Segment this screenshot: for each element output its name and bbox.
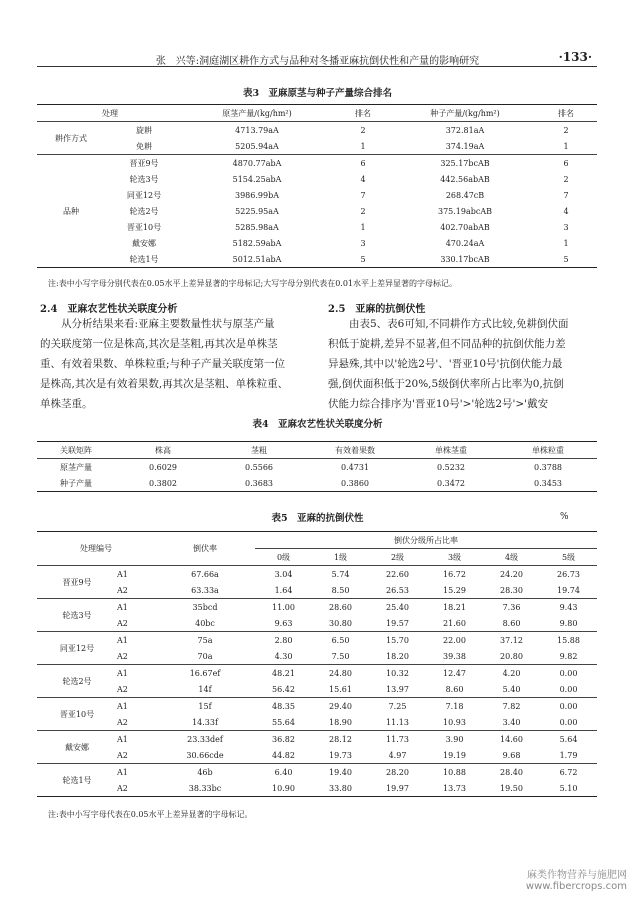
t3-cell: 1 — [563, 238, 569, 248]
t5-rate: 38.33bc — [188, 783, 222, 793]
table3-caption: 表3 亚麻原茎与种子产量综合排名 — [242, 88, 393, 99]
t5-variety-name: 戴安娜 — [65, 742, 89, 752]
t5-level-value: 1.79 — [559, 750, 578, 760]
t5-level-value: 2.80 — [274, 635, 293, 645]
t5-level-cell: 5级 — [561, 552, 576, 562]
t5-level-value: 44.82 — [272, 750, 295, 760]
t5-rate: 67.66a — [191, 569, 219, 579]
t5-level-value: 4.30 — [274, 651, 293, 661]
paragraph-line: 的关联度第一位是株高,其次是茎粗,再其次是单株茎 — [40, 338, 278, 350]
t5-level-cell: 0级 — [276, 552, 291, 562]
t5-level-value: 33.80 — [329, 783, 352, 793]
t5-level-value: 16.72 — [443, 569, 466, 579]
t5-level-value: 3.40 — [502, 717, 521, 727]
t5-level-value: 10.32 — [386, 668, 409, 678]
t3-cell: 2 — [360, 125, 366, 135]
t3-cell: 1 — [360, 222, 366, 232]
t5-level-value: 11.13 — [386, 717, 409, 727]
t5-level-value: 28.40 — [500, 767, 523, 777]
t5-level-value: 24.20 — [500, 569, 523, 579]
t3-cell: 7 — [360, 190, 366, 200]
t5-treatment: A1 — [117, 569, 128, 579]
t4-cell: 种子产量 — [60, 478, 92, 488]
table-row — [37, 615, 597, 632]
t5-level-value: 19.74 — [557, 585, 580, 595]
t5-level-value: 18.20 — [386, 651, 409, 661]
t5-variety-name: 晋亚10号 — [59, 709, 95, 719]
t5-variety-name: 轮选2号 — [62, 676, 92, 686]
t5-h-code: 处理编号 — [80, 544, 112, 553]
t5-level-value: 28.60 — [329, 602, 352, 612]
header-rule — [37, 66, 597, 67]
t3-cell: 6 — [360, 158, 366, 168]
t4-header-cell: 单株粒重 — [532, 445, 564, 455]
table-row — [37, 122, 597, 139]
t5-level-value: 5.40 — [502, 684, 521, 694]
table3 — [37, 104, 597, 268]
t3-group-variety: 品种 — [63, 206, 79, 216]
t3-cell: 402.70abAB — [440, 222, 490, 232]
table-row — [37, 171, 597, 187]
t5-h-group: 倒伏分级所占比率 — [255, 532, 597, 549]
section-2-5-body — [328, 314, 598, 414]
section-2-5-title: 2.5 亚麻的抗倒伏性 — [328, 304, 426, 315]
t5-treatment: A2 — [117, 651, 128, 661]
t5-treatment: A1 — [117, 767, 128, 777]
t5-level-value: 0.00 — [559, 684, 578, 694]
t3-cell: 2 — [563, 174, 569, 184]
t5-level-value: 19.97 — [386, 783, 409, 793]
t5-level-cell: 2级 — [390, 552, 405, 562]
t3-cell: 5182.59abA — [232, 238, 282, 248]
t5-level-value: 13.97 — [386, 684, 409, 694]
t5-level-value: 37.12 — [500, 635, 523, 645]
t5-rate: 70a — [197, 651, 213, 661]
t5-level-value: 5.74 — [331, 569, 350, 579]
t5-level-value: 28.12 — [329, 734, 352, 744]
t3-h-stem: 原茎产量/(kg/hm²) — [222, 108, 292, 118]
t3-cell: 晋亚9号 — [129, 158, 159, 168]
table3-header-row — [37, 105, 597, 122]
table-row — [37, 566, 597, 583]
t5-level-value: 56.42 — [272, 684, 295, 694]
t5-level-value: 19.50 — [500, 783, 523, 793]
t3-cell: 5 — [563, 254, 569, 264]
t5-level-value: 6.72 — [559, 767, 578, 777]
paragraph-line: 单株茎重。 — [40, 398, 93, 410]
watermark-line: 麻类作物营养与施肥网 — [527, 870, 627, 881]
t5-level-value: 7.50 — [331, 651, 350, 661]
t5-rate: 14.33f — [192, 717, 218, 727]
t5-treatment: A2 — [117, 684, 128, 694]
table-row — [37, 582, 597, 599]
t5-level-value: 22.60 — [386, 569, 409, 579]
t5-variety-name: 轮选3号 — [62, 610, 92, 620]
t3-cell: 5154.25abA — [232, 174, 282, 184]
t4-cell: 0.3453 — [534, 478, 562, 488]
t5-level-value: 20.80 — [500, 651, 523, 661]
t5-level-value: 10.90 — [272, 783, 295, 793]
t5-level-value: 19.57 — [386, 618, 409, 628]
header-title: 张 兴等:洞庭湖区耕作方式与品种对冬播亚麻抗倒伏性和产量的影响研究 — [155, 56, 480, 67]
t4-header-cell: 单株茎重 — [435, 445, 467, 455]
t5-level-value: 11.73 — [386, 734, 409, 744]
table4-caption: 表4 亚麻农艺性状关联度分析 — [252, 419, 383, 430]
table5 — [37, 531, 597, 797]
t3-cell: 372.81aA — [445, 125, 485, 135]
t5-level-value: 30.80 — [329, 618, 352, 628]
t5-level-value: 9.63 — [274, 618, 293, 628]
t3-cell: 轮选2号 — [129, 206, 159, 216]
page-number: ·133· — [558, 50, 592, 64]
t4-header-cell: 有效着果数 — [335, 445, 375, 455]
t5-level-value: 48.35 — [272, 701, 295, 711]
t5-treatment: A2 — [117, 783, 128, 793]
t5-level-value: 1.64 — [274, 585, 293, 595]
t5-level-value: 28.20 — [386, 767, 409, 777]
t5-variety-name: 同亚12号 — [59, 643, 95, 653]
t5-level-value: 9.82 — [559, 651, 578, 661]
table-row — [37, 235, 597, 251]
t5-level-value: 9.80 — [559, 618, 578, 628]
t3-cell: 374.19aA — [445, 141, 485, 151]
t5-level-value: 12.47 — [443, 668, 466, 678]
table-row — [37, 681, 597, 698]
t5-treatment: A2 — [117, 585, 128, 595]
table-row — [37, 251, 597, 268]
t5-level-value: 7.18 — [445, 701, 464, 711]
t5-level-value: 18.90 — [329, 717, 352, 727]
t3-cell: 4 — [563, 206, 569, 216]
t5-level-value: 19.40 — [329, 767, 352, 777]
t5-level-value: 15.70 — [386, 635, 409, 645]
t5-level-value: 22.00 — [443, 635, 466, 645]
table-row — [37, 648, 597, 665]
t3-cell: 4713.79aA — [235, 125, 279, 135]
t5-variety-name: 轮选1号 — [62, 775, 92, 785]
t5-level-value: 11.00 — [272, 602, 295, 612]
t3-h-rank2: 排名 — [558, 108, 574, 118]
t5-level-value: 15.29 — [443, 585, 466, 595]
table-row — [37, 203, 597, 219]
t3-group-tillage: 耕作方式 — [55, 133, 87, 143]
t3-cell: 5205.94aA — [235, 141, 279, 151]
table-row — [37, 698, 597, 715]
t5-variety-name: 晋亚9号 — [62, 577, 92, 587]
t5-level-value: 18.21 — [443, 602, 466, 612]
watermark-line: www.fibercrops.com — [525, 881, 627, 892]
t5-level-value: 0.00 — [559, 717, 578, 727]
t4-cell: 0.3802 — [149, 478, 177, 488]
t3-cell: 6 — [563, 158, 569, 168]
t3-cell: 5 — [360, 254, 366, 264]
table-row — [37, 665, 597, 682]
t5-level-value: 6.50 — [331, 635, 350, 645]
t3-h-rank1: 排名 — [355, 108, 371, 118]
t3-cell: 晋亚10号 — [126, 222, 162, 232]
table-row — [37, 714, 597, 731]
t5-level-value: 4.20 — [502, 668, 521, 678]
t5-treatment: A1 — [117, 734, 128, 744]
t3-cell: 330.17bcAB — [440, 254, 490, 264]
t5-level-value: 9.68 — [502, 750, 521, 760]
paragraph-line: 由表5、表6可知,不同耕作方式比较,免耕倒伏面 — [328, 318, 569, 330]
t3-cell: 2 — [563, 125, 569, 135]
table-row — [37, 780, 597, 797]
t5-level-value: 21.60 — [443, 618, 466, 628]
t3-cell: 442.56abAB — [440, 174, 490, 184]
t5-treatment: A2 — [117, 717, 128, 727]
t4-header-cell: 关联矩阵 — [60, 445, 92, 455]
table-row — [37, 155, 597, 172]
t5-rate: 46b — [197, 767, 213, 777]
t3-cell: 268.47cB — [445, 190, 485, 200]
t3-h-seed: 种子产量/(kg/hm²) — [430, 108, 500, 118]
t5-rate: 14f — [198, 684, 212, 694]
watermark — [526, 866, 627, 892]
t5-level-value: 29.40 — [329, 701, 352, 711]
t5-level-value: 8.60 — [445, 684, 464, 694]
t5-level-value: 0.00 — [559, 668, 578, 678]
t5-level-value: 15.88 — [557, 635, 580, 645]
table-row — [37, 187, 597, 203]
t4-cell: 0.6029 — [149, 462, 177, 472]
t5-level-value: 26.53 — [386, 585, 409, 595]
t4-cell: 0.5566 — [245, 462, 273, 472]
t5-treatment: A1 — [117, 602, 128, 612]
t5-level-value: 15.61 — [329, 684, 352, 694]
table-row — [37, 475, 597, 492]
t4-cell: 0.3472 — [437, 478, 465, 488]
paragraph-line: 是株高,其次是有效着果数,再其次是茎粗、单株粒重、 — [40, 378, 289, 390]
t5-rate: 23.33def — [187, 734, 223, 744]
paragraph-line: 重、有效着果数、单株粒重;与种子产量关联度第一位 — [40, 358, 286, 370]
t3-cell: 同亚12号 — [126, 190, 162, 200]
t5-level-cell: 1级 — [333, 552, 348, 562]
t5-treatment: A1 — [117, 701, 128, 711]
t5-level-value: 7.25 — [388, 701, 407, 711]
table3-note: 注:表中小写字母分别代表在0.05水平上差异显著的字母标记;大写字母分别代表在0.01水平上差异显著的字母标记。 — [48, 279, 458, 288]
t5-level-value: 13.73 — [443, 783, 466, 793]
t3-cell: 4870.77abA — [232, 158, 282, 168]
t3-cell: 5225.95aA — [235, 206, 279, 216]
t5-level-value: 9.43 — [559, 602, 578, 612]
t5-level-value: 10.93 — [443, 717, 466, 727]
t5-rate: 75a — [197, 635, 213, 645]
t3-cell: 470.24aA — [445, 238, 485, 248]
t5-level-value: 28.30 — [500, 585, 523, 595]
t5-level-value: 0.00 — [559, 701, 578, 711]
t5-level-value: 3.04 — [274, 569, 293, 579]
t5-level-value: 25.40 — [386, 602, 409, 612]
t3-cell: 7 — [563, 190, 569, 200]
t3-cell: 戴安娜 — [132, 238, 156, 248]
table5-note: 注:表中小写字母代表在0.05水平上差异显著的字母标记。 — [48, 810, 253, 819]
t4-header-cell: 株高 — [155, 445, 171, 455]
t5-rate: 30.66cde — [186, 750, 224, 760]
t5-level-value: 5.64 — [559, 734, 578, 744]
t5-level-value: 7.36 — [502, 602, 521, 612]
t5-level-value: 6.40 — [274, 767, 293, 777]
t4-cell: 0.4731 — [341, 462, 369, 472]
t3-cell: 5012.51abA — [232, 254, 282, 264]
t5-level-value: 8.60 — [502, 618, 521, 628]
section-2-4-body — [40, 314, 312, 414]
t3-h-treatment: 处理 — [102, 108, 118, 118]
t3-cell: 3 — [360, 238, 366, 248]
t5-level-value: 19.19 — [443, 750, 466, 760]
t5-rate: 35bcd — [192, 602, 218, 612]
t3-cell: 轮选1号 — [129, 254, 159, 264]
t5-treatment: A2 — [117, 618, 128, 628]
t4-cell: 0.5232 — [437, 462, 465, 472]
table5-unit: % — [560, 512, 569, 522]
t3-cell: 1 — [360, 141, 366, 151]
paragraph-line: 从分析结果来看:亚麻主要数量性状与原茎产量 — [40, 318, 275, 330]
table5-header-row — [37, 532, 597, 549]
t3-cell: 3986.99bA — [235, 190, 279, 200]
table-row — [37, 764, 597, 781]
paragraph-line: 积低于旋耕,差异不显著,但不同品种的抗倒伏能力差 — [328, 338, 566, 350]
table4-header-row — [37, 442, 597, 459]
t5-rate: 15f — [198, 701, 212, 711]
t5-level-value: 26.73 — [557, 569, 580, 579]
table-row — [37, 747, 597, 764]
t5-level-value: 7.82 — [502, 701, 521, 711]
table-row — [37, 599, 597, 616]
t3-cell: 轮选3号 — [129, 174, 159, 184]
table-row — [37, 138, 597, 155]
table4 — [37, 441, 597, 492]
table-row — [37, 219, 597, 235]
table-row — [37, 459, 597, 476]
t5-level-value: 5.10 — [559, 783, 578, 793]
t3-cell: 1 — [563, 141, 569, 151]
t3-cell: 2 — [360, 206, 366, 216]
running-header — [0, 50, 635, 66]
t5-level-value: 10.88 — [443, 767, 466, 777]
t5-treatment: A1 — [117, 635, 128, 645]
t3-cell: 5285.98aA — [235, 222, 279, 232]
t5-rate: 63.33a — [191, 585, 219, 595]
table-row — [37, 632, 597, 649]
t3-cell: 旋耕 — [136, 125, 152, 135]
t5-treatment: A2 — [117, 750, 128, 760]
paragraph-line: 伏能力综合排序为'晋亚10号'>'轮选2号'>'戴安 — [328, 398, 549, 410]
table-row — [37, 731, 597, 748]
t5-level-cell: 3级 — [447, 552, 462, 562]
section-2-4-title: 2.4 亚麻农艺性状关联度分析 — [40, 304, 178, 315]
t5-level-value: 19.73 — [329, 750, 352, 760]
t3-cell: 4 — [360, 174, 366, 184]
t4-cell: 原茎产量 — [60, 462, 92, 472]
t5-level-value: 48.21 — [272, 668, 295, 678]
t5-level-cell: 4级 — [504, 552, 519, 562]
t3-cell: 3 — [563, 222, 569, 232]
t5-h-rate: 倒伏率 — [193, 544, 217, 553]
t4-cell: 0.3860 — [341, 478, 369, 488]
t3-cell: 325.17bcAB — [440, 158, 490, 168]
t5-rate: 40bc — [195, 618, 215, 628]
t4-cell: 0.3683 — [245, 478, 273, 488]
t5-level-value: 24.80 — [329, 668, 352, 678]
t5-level-value: 55.64 — [272, 717, 295, 727]
paragraph-line: 异悬殊,其中以'轮选2号'、'晋亚10号'抗倒伏能力最 — [328, 358, 563, 370]
t5-level-value: 14.60 — [500, 734, 523, 744]
t5-rate: 16.67ef — [189, 668, 221, 678]
table5-caption: 表5 亚麻的抗倒伏性 — [271, 513, 364, 524]
t3-cell: 375.19abcAB — [437, 206, 493, 216]
t5-level-value: 4.97 — [388, 750, 407, 760]
t4-header-cell: 茎粗 — [251, 445, 267, 455]
t5-level-value: 3.90 — [445, 734, 464, 744]
t5-level-value: 8.50 — [331, 585, 350, 595]
t5-treatment: A1 — [117, 668, 128, 678]
t3-cell: 免耕 — [136, 141, 152, 151]
t5-level-value: 36.82 — [272, 734, 295, 744]
t4-cell: 0.3788 — [534, 462, 562, 472]
paragraph-line: 强,倒伏面积低于20%,5级倒伏率所占比率为0,抗倒 — [328, 378, 564, 390]
t5-level-value: 39.38 — [443, 651, 466, 661]
